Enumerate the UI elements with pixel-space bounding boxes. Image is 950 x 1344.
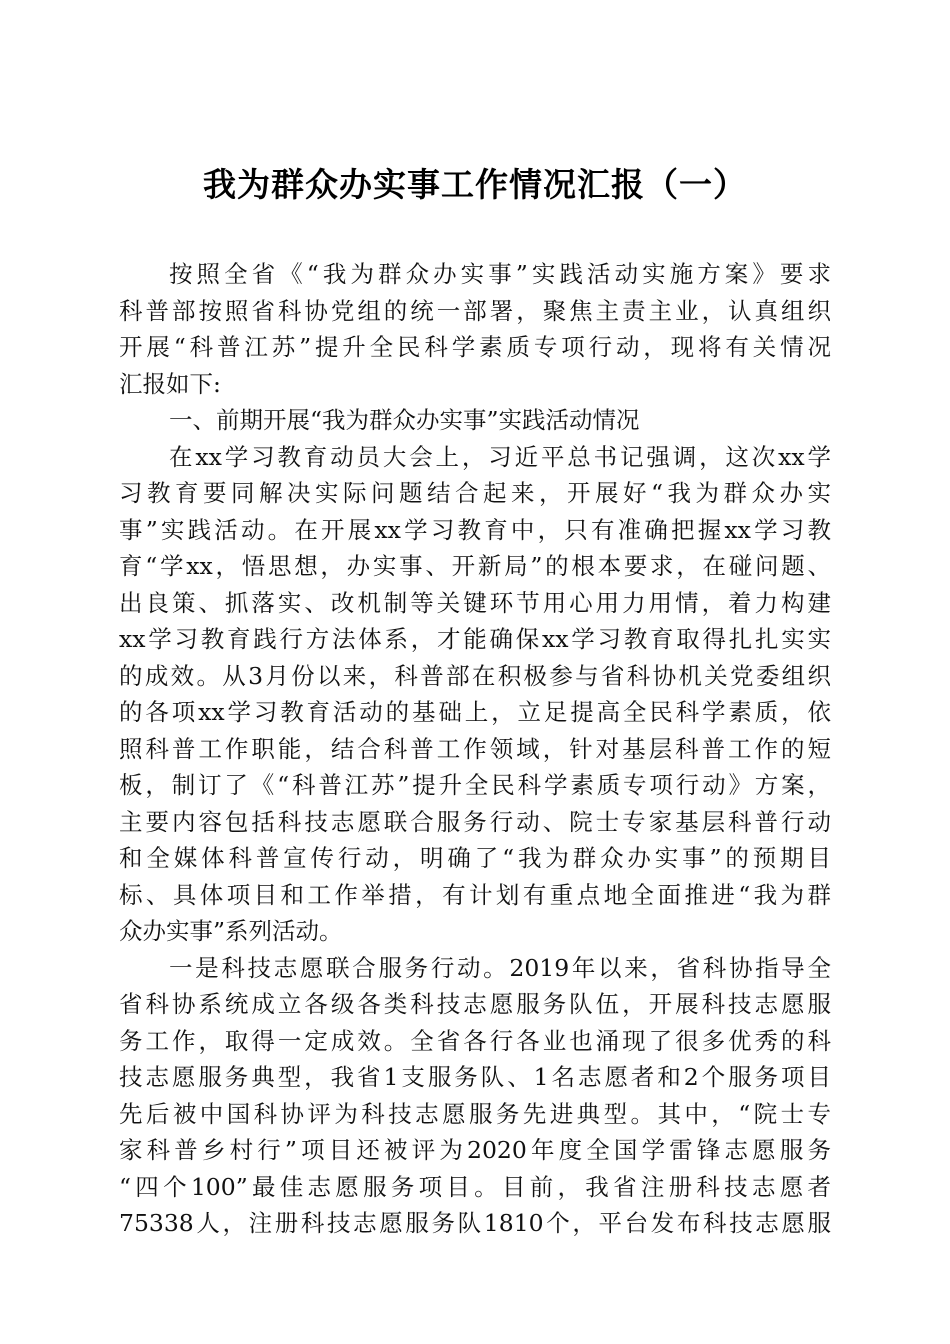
- body-line: 育“学xx，悟思想，办实事、开新局”的根本要求，在碰问题、: [119, 552, 831, 580]
- body-line: 省科协系统成立各级各类科技志愿服务队伍，开展科技志愿服: [119, 990, 831, 1018]
- body-line: 的成效。从3月份以来，科普部在积极参与省科协机关党委组织: [119, 661, 831, 690]
- body-line: 先后被中国科协评为科技志愿服务先进典型。其中，“院士专: [119, 1099, 831, 1128]
- body-line: 在xx学习教育动员大会上，习近平总书记强调，这次xx学: [169, 442, 831, 471]
- body-line: 按照全省《“我为群众办实事”实践活动实施方案》要求: [169, 260, 831, 288]
- body-line: 众办实事”系列活动。: [119, 917, 343, 945]
- body-line: 照科普工作职能，结合科普工作领域，针对基层科普工作的短: [119, 734, 831, 763]
- body-line: 75338人，注册科技志愿服务队1810个，平台发布科技志愿服: [119, 1209, 831, 1237]
- body-line: 事”实践活动。在开展xx学习教育中，只有准确把握xx学习教: [119, 515, 831, 544]
- document-body: [119, 256, 831, 1242]
- body-line: “四个100”最佳志愿服务项目。目前，我省注册科技志愿者: [119, 1172, 831, 1201]
- body-line: 一是科技志愿联合服务行动。2019年以来，省科协指导全: [169, 953, 831, 982]
- body-line: 主要内容包括科技志愿联合服务行动、院士专家基层科普行动: [119, 807, 831, 836]
- body-line: 习教育要同解决实际问题结合起来，开展好“我为群众办实: [119, 479, 831, 507]
- body-line: 开展“科普江苏”提升全民科学素质专项行动，现将有关情况: [119, 333, 831, 361]
- body-line: 标、具体项目和工作举措，有计划有重点地全面推进“我为群: [119, 880, 831, 909]
- body-line: 一、前期开展“我为群众办实事”实践活动情况: [169, 406, 640, 434]
- body-line: xx学习教育践行方法体系，才能确保xx学习教育取得扎扎实实: [119, 625, 831, 653]
- body-line: 家科普乡村行”项目还被评为2020年度全国学雷锋志愿服务: [119, 1136, 831, 1164]
- body-line: 汇报如下:: [119, 369, 221, 398]
- body-line: 板，制订了《“科普江苏”提升全民科学素质专项行动》方案，: [119, 771, 831, 799]
- body-line: 技志愿服务典型，我省1支服务队、1名志愿者和2个服务项目: [119, 1063, 831, 1091]
- body-line: 出良策、抓落实、改机制等关键环节用心用力用情，着力构建: [119, 588, 831, 617]
- body-line: 的各项xx学习教育活动的基础上，立足提高全民科学素质，依: [119, 698, 831, 726]
- body-line: 科普部按照省科协党组的统一部署，聚焦主责主业，认真组织: [119, 296, 831, 325]
- body-line: 和全媒体科普宣传行动，明确了“我为群众办实事”的预期目: [119, 844, 831, 872]
- body-line: 务工作，取得一定成效。全省各行各业也涌现了很多优秀的科: [119, 1026, 831, 1055]
- document-title: 我为群众办实事工作情况汇报（一）: [203, 165, 747, 204]
